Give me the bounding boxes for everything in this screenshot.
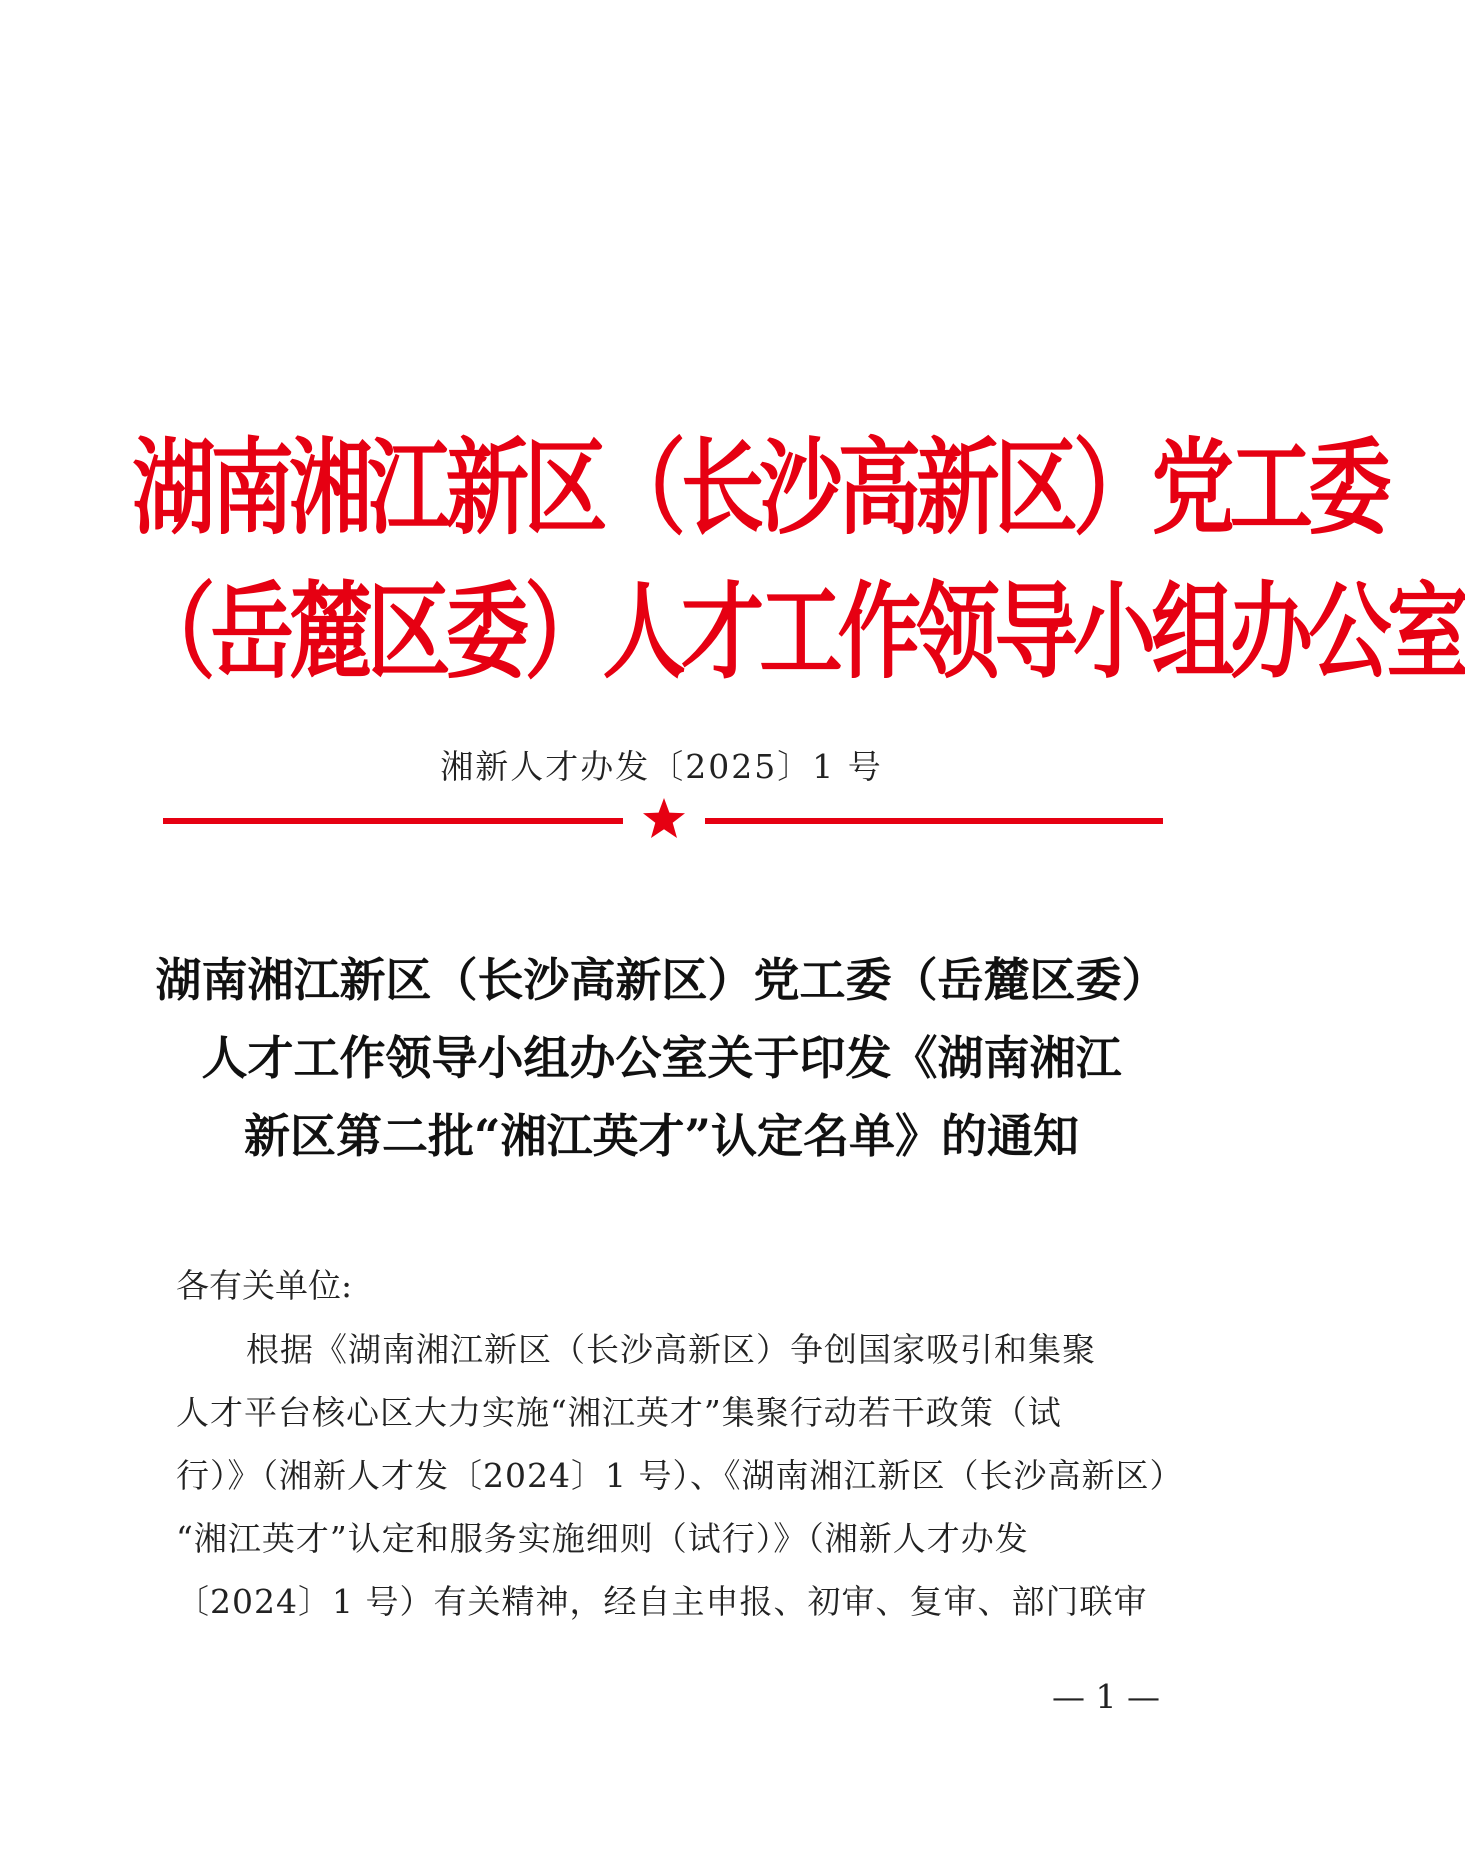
body-line: “湘江英才”认定和服务实施细则（试行）》（湘新人才办发	[176, 1519, 1029, 1558]
red-divider-right	[705, 818, 1163, 824]
red-divider-left	[163, 818, 623, 824]
body-line: 〔2024〕1 号）有关精神，经自主申报、初审、复审、部门联审	[176, 1582, 1148, 1621]
title-line-1: 湖南湘江新区（长沙高新区）党工委（岳麓区委）	[155, 953, 1168, 1007]
title-line-3: 新区第二批“湘江英才”认定名单》的通知	[244, 1109, 1079, 1163]
masthead-line-2: （岳麓区委）人才工作领导小组办公室	[132, 570, 1465, 693]
body-line: 根据《湖南湘江新区（长沙高新区）争创国家吸引和集聚	[246, 1330, 1096, 1369]
document-number: 湘新人才办发〔2025〕1 号	[440, 747, 883, 786]
body-line: 人才平台核心区大力实施“湘江英才”集聚行动若干政策（试	[176, 1393, 1062, 1432]
body-line: 行）》（湘新人才发〔2024〕1 号）、《湖南湘江新区（长沙高新区）	[176, 1456, 1184, 1495]
star-icon	[641, 796, 687, 842]
page-number: — 1 —	[1052, 1677, 1160, 1716]
masthead-line-1: 湖南湘江新区（长沙高新区）党工委	[132, 426, 1387, 549]
title-line-2: 人才工作领导小组办公室关于印发《湖南湘江	[201, 1031, 1122, 1085]
salutation: 各有关单位:	[176, 1266, 353, 1305]
